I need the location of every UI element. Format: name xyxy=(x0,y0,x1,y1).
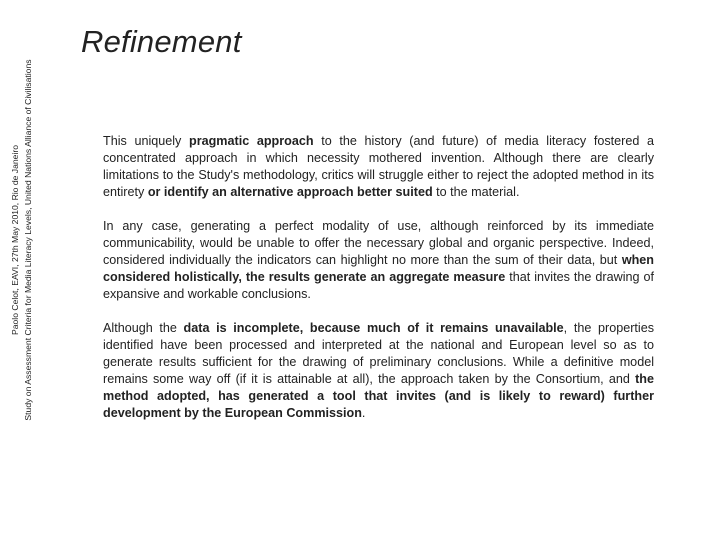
p3-text-1: Although the xyxy=(103,321,184,335)
body-text xyxy=(103,133,654,439)
p2-text-1: In any case, generating a perfect modality of use, although reinforced by its immediate communicability, would be unable to offer the necessary global and organic perspective. Indeed, considered individually the indicators can highlight no more than the sum of their data, but xyxy=(103,219,654,267)
p1-bold-1: pragmatic approach xyxy=(189,134,314,148)
p1-text-1: This uniquely xyxy=(103,134,190,148)
slide-title: Refinement xyxy=(81,24,242,59)
p3-text-2: , the properties identified have been processed and interpreted at the national and European level so as to generate results sufficient for the drawing of preliminary conclusions. While a definitive model remains some way off (if it is attainable at all), the approach taken by the Consortium, and xyxy=(103,321,654,386)
p2-text-2: that invites the drawing of expansive and workable conclusions. xyxy=(103,270,655,301)
paragraph-2 xyxy=(103,218,654,303)
side-caption-author-line: Paolo Celot, EAVI, 27th May 2010, Rio de Janeiro xyxy=(10,145,20,335)
p3-bold-1: data is incomplete, because much of it remains unavailable xyxy=(183,321,564,335)
p1-text-3: to the material. xyxy=(432,185,520,199)
paragraph-1 xyxy=(103,133,654,201)
p1-text-2: to the history (and future) of media literacy fostered a concentrated approach in which necessity mothered invention. Although there are clearly limitations to the Study's methodology, critics will struggle either to reject the adopted method in its entirety xyxy=(103,134,654,199)
side-caption xyxy=(0,0,44,480)
p3-bold-2: the method adopted, has generated a tool that invites (and is likely to reward) further development by the European Commission xyxy=(103,372,654,420)
p1-bold-2: or identify an alternative approach better suited xyxy=(147,185,433,199)
p2-bold-1: when considered holistically, the results generate an aggregate measure xyxy=(103,253,654,284)
p3-text-3: . xyxy=(361,406,366,420)
side-caption-study-line: Study on Assessment Criteria for Media Literacy Levels, United Nations Alliance of Civilisations xyxy=(23,59,33,421)
paragraph-3 xyxy=(103,320,654,422)
